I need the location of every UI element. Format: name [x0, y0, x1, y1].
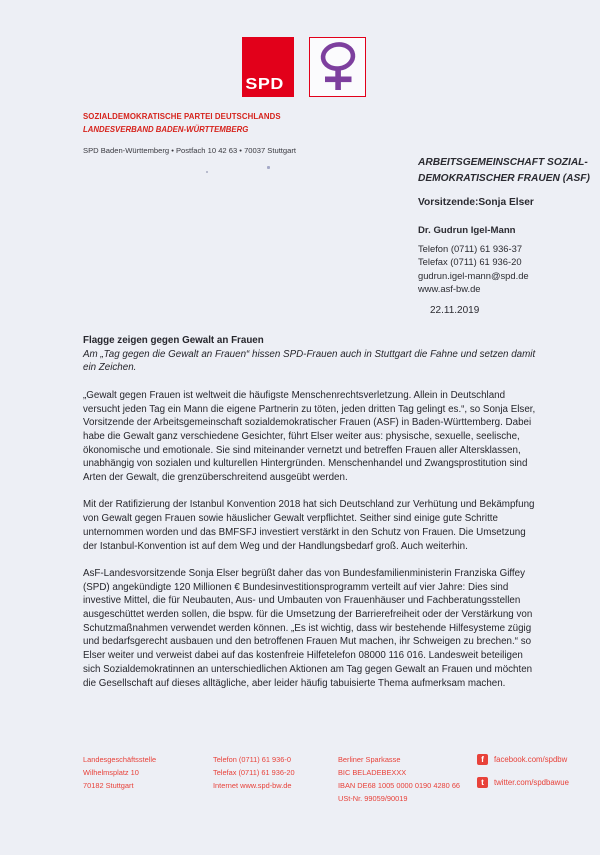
letterhead: [83, 112, 296, 155]
letter-footer: [0, 753, 600, 823]
contact-fax: Telefax (0711) 61 936-20: [418, 256, 522, 268]
org-name-line1: ARBEITSGEMEINSCHAFT SOZIAL-: [418, 157, 588, 168]
party-name: SOZIALDEMOKRATISCHE PARTEI DEUTSCHLANDS: [83, 112, 281, 121]
contact-block: [418, 155, 593, 295]
footer-office-address: [83, 753, 156, 792]
venus-icon: [316, 41, 360, 93]
footer-contact: [213, 753, 295, 792]
spd-logo: [242, 37, 294, 97]
twitter-row: [477, 776, 569, 789]
contact-phone: Telefon (0711) 61 936-37: [418, 243, 523, 254]
spd-logo-text: SPD: [245, 76, 284, 93]
press-release-subheadline: Am „Tag gegen die Gewalt an Frauen“ hissen SPD-Frauen auch in Stuttgart die Fahne und setzen damit ein Zeichen.: [83, 348, 536, 374]
footer-contact-line: Internet www.spd-bw.de: [213, 781, 292, 790]
footer-office-line: Wilhelmsplatz 10: [83, 768, 139, 777]
footer-contact-line: Telefon (0711) 61 936-0: [213, 755, 291, 764]
footer-office-line: 70182 Stuttgart: [83, 781, 134, 790]
contact-email: gudrun.igel-mann@spd.de: [418, 269, 529, 281]
footer-office-line: Landesgeschäftsstelle: [83, 755, 157, 764]
letter-body: [83, 334, 536, 704]
footer-bank-line: IBAN DE68 1005 0000 0190 4280 66: [338, 781, 461, 790]
org-name-line2: DEMOKRATISCHER FRAUEN (ASF): [418, 172, 590, 184]
ink-speck: [267, 166, 270, 169]
footer-bank-line: Berliner Sparkasse: [338, 755, 401, 764]
contact-website: www.asf-bw.de: [418, 282, 481, 294]
footer-bank-line: USt-Nr. 99059/90019: [338, 794, 408, 803]
facebook-url: facebook.com/spdbw: [494, 755, 568, 764]
body-paragraph-3: AsF-Landesvorsitzende Sonja Elser begrüßt daher das von Bundesfamilienministerin Franziska Giffey (SPD) angekündigte 120 Millionen € Bundesinvestitionsprogramm verteilt auf vier Jahre: Dies sind investive Mittel, die für Neubauten, Aus- und Umbauten von Frauenhäuser und Fachberatungsstellen ausgeschüttet werden sollen, die bspw. für die Umsetzung der Barrierefreiheit oder der Verstärkung von Schutzmaßnahmen verwendet werden können. „Es ist wichtig, dass wir bestehende Hilfesysteme zügig und bedarfsgerecht ausbauen und den betroffenen Frauen Mut machen, ihr Schweigen zu brechen.“ so Elser weiter und verweist dabei auf das kostenfreie Hilfetelefon 08000 116 016. Landesweit beteiligen sich Sozialdemokratinnen an unterschiedlichen Aktionen am Tag gegen Gewalt an Frauen und möchten die Gesellschaft auf dieses alltägliche, aber leider häufig tabuisierte Thema aufmerksam machen.: [83, 567, 533, 689]
asf-logo-box: [309, 37, 366, 97]
body-paragraph-2: Mit der Ratifizierung der Istanbul Konvention 2018 hat sich Deutschland zur Verhütung und Bekämpfung von Gewalt gegen Frauen sowie häuslicher Gewalt verpflichtet. Seither sind einige gute Schritte unternommen worden und das BMFSFJ investiert verstärkt in den Schutz von Frauen. Die Umsetzung der Istanbul-Konvention ist auf dem Weg und der Handlungsbedarf groß. Auch weiterhin.: [83, 499, 535, 552]
body-paragraph-1: „Gewalt gegen Frauen ist weltweit die häufigste Menschenrechtsverletzung. Allein in Deutschland versucht jeden Tag ein Mann die eigene Partnerin zu töten, jeden dritten Tag gelingt es.“, so Sonja Elser, Vorsitzende der Arbeitsgemeinschaft sozialdemokratischer Frauen (ASF) in Baden-Württemberg. Dabei habe die Gewalt ganz verschiedene Gesichter, führt Elser weiter aus: physische, sexuelle, seelische, ökonomische und emotionale. Sie sind miteinander vernetzt und betreffen Frauen aller Altersklassen, unabhängig von sozialen und kulturellen Hintergründen. Menschenhandel und Zwangsprostitution sind Arten der Gewalt, die grenzüberschreitend ausgeübt werden.: [83, 389, 536, 484]
footer-social: [477, 753, 569, 799]
facebook-icon: f: [477, 754, 488, 765]
press-release-headline: Flagge zeigen gegen Gewalt an Frauen: [83, 335, 264, 346]
sender-address-line: SPD Baden-Württemberg • Postfach 10 42 63 • 70037 Stuttgart: [83, 145, 296, 155]
facebook-row: [477, 753, 569, 766]
chairwoman: Vorsitzende:Sonja Elser: [418, 197, 534, 208]
state-association: LANDESVERBAND BADEN-WÜRTTEMBERG: [83, 124, 249, 134]
ink-speck: [206, 171, 208, 173]
footer-contact-line: Telefax (0711) 61 936-20: [213, 768, 295, 777]
twitter-url: twitter.com/spdbawue: [494, 778, 569, 787]
contact-person: Dr. Gudrun Igel-Mann: [418, 225, 516, 236]
footer-bank-line: BIC BELADEBEXXX: [338, 768, 407, 777]
twitter-icon: t: [477, 777, 488, 788]
footer-bank-details: [338, 753, 460, 805]
letter-date: 22.11.2019: [430, 305, 480, 316]
